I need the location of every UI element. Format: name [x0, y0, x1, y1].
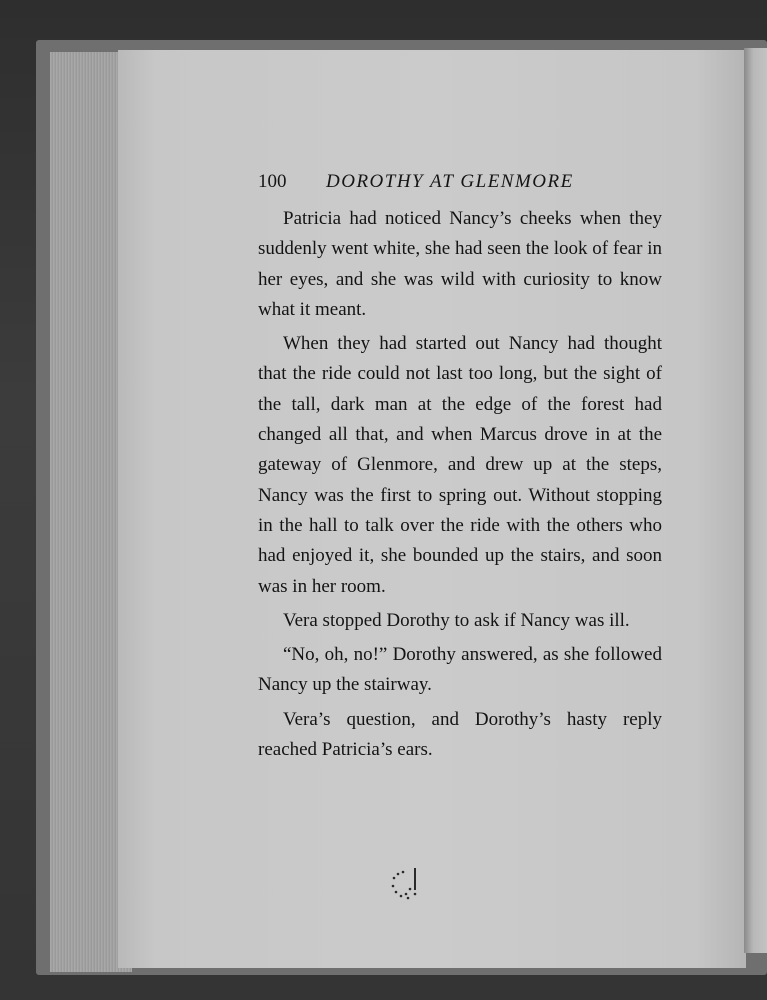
body-text: [258, 204, 662, 769]
ornament-mark: [384, 862, 424, 906]
next-page-edge: [744, 48, 767, 953]
paragraph: Patricia had noticed Nancy’s cheeks when they suddenly went white, she had seen the look of fear in her eyes, and she was wild with curiosity to know what it meant.: [258, 208, 662, 320]
page-header: [258, 171, 668, 197]
page-number: 100: [258, 171, 287, 192]
paragraph: When they had started out Nancy had thought that the ride could not last too long, but the sight of the tall, dark man at the edge of the forest had changed all that, and when Marcus drove in at the gateway of Glenmore, and drew up at the steps, Nancy was the first to spring out. Without stopping in the hall to talk over the ride with the others who had enjoyed it, she bounded up the stairs, and soon was in her room.: [258, 333, 662, 597]
paragraph: “No, oh, no!” Dorothy answered, as she followed Nancy up the stairway.: [258, 644, 662, 696]
paragraph: Vera’s question, and Dorothy’s hasty reply reached Patricia’s ears.: [258, 708, 662, 761]
paragraph: Vera stopped Dorothy to ask if Nancy was ill.: [283, 609, 630, 631]
running-title: DOROTHY AT GLENMORE: [326, 171, 574, 192]
